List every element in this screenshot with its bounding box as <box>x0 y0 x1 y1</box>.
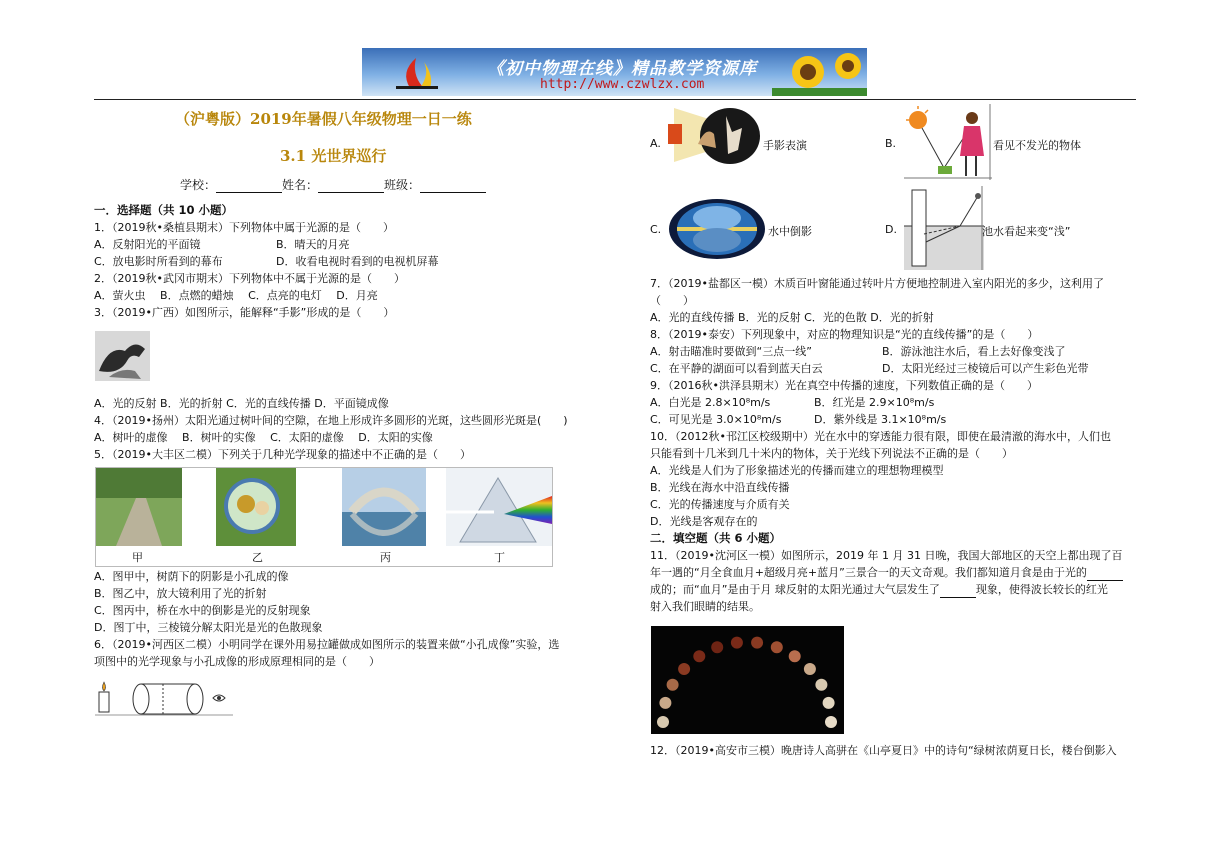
q2-stem: 2．（2019秋•武冈市期末）下列物体中不属于光源的是（ ） <box>94 272 405 285</box>
moon-phase <box>771 641 783 653</box>
name-label: 姓名： <box>282 178 319 192</box>
q10-option-d: D．光线是客观存在的 <box>650 515 758 528</box>
student-info-line <box>180 176 486 193</box>
q11-line3b: 现象，使得波长较长的红光 <box>975 583 1108 596</box>
q10-option-c: C．光的传播速度与介质有关 <box>650 498 790 511</box>
banner-title: 《初中物理在线》精品教学资源库 <box>487 59 757 79</box>
moon-phase <box>711 641 723 653</box>
q11-line3a: 成的；而“血月”是由于月 球反射的太阳光通过大气层发生了 <box>650 583 940 596</box>
right-column-bottom <box>650 742 1140 759</box>
q11-blank-2[interactable] <box>940 586 976 598</box>
q8-option-b: B．游泳池注水后，看上去好像变浅了 <box>882 345 1066 358</box>
moon-phase <box>659 697 671 709</box>
moon-phase <box>751 637 763 649</box>
q11-blank-1[interactable] <box>1087 569 1123 581</box>
q3-options: A．光的反射 B．光的折射 C．光的直线传播 D．平面镜成像 <box>94 397 389 410</box>
q6-option-c-letter: C. <box>650 223 662 236</box>
q7-options: A．光的直线传播 B．光的反射 C．光的色散 D．光的折射 <box>650 311 934 324</box>
q6-stem-line2: 项图中的光学现象与小孔成像的形成原理相同的是（ ） <box>94 655 380 668</box>
q8-option-c: C．在平静的湖面可以看到蓝天白云 <box>650 362 823 375</box>
q12-line1: 12．（2019•高安市三模）晚唐诗人高骈在《山亭夏日》中的诗句“绿树浓荫夏日长，楼台倒影入 <box>650 744 1117 757</box>
q6-option-a-text: 手影表演 <box>763 139 807 152</box>
header-rule <box>94 99 1136 100</box>
q5-label-bing: 丙 <box>380 551 391 564</box>
class-label: 班级： <box>384 178 421 192</box>
q8-option-a: A．射击瞄准时要做到“三点一线” <box>650 345 812 358</box>
q8-option-d: D．太阳光经过三棱镜后可以产生彩色光带 <box>882 362 1089 375</box>
q6-option-c-text: 水中倒影 <box>768 225 812 238</box>
q1-option-a: A．反射阳光的平面镜 <box>94 238 201 251</box>
right-column <box>650 275 1140 615</box>
q7-stem-line1: 7．（2019•盐都区一模）木质百叶窗能通过转叶片方便地控制进入室内阳光的多少，这利用了 <box>650 277 1104 290</box>
moon-phase <box>823 697 835 709</box>
pool-shallow-image <box>904 186 984 270</box>
left-column <box>94 202 614 321</box>
moon-phase <box>657 716 669 728</box>
page-subtitle: 3.1 光世界巡行 <box>280 147 387 165</box>
section1-heading: 一．选择题（共 10 小题） <box>94 203 234 217</box>
moon-phase <box>731 637 743 649</box>
q9-option-b: B．红光是 2.9×10⁸m/s <box>814 396 935 409</box>
q4-stem: 4．（2019•扬州）太阳光通过树叶间的空隙，在地上形成许多圆形的光斑，这些圆形光斑是( ) <box>94 414 568 427</box>
q10-stem-line2: 只能看到十几米到几十米内的物体，关于光线下列说法不正确的是（ ） <box>650 447 1013 460</box>
left-column-3 <box>94 568 614 670</box>
logo-icon <box>390 52 445 92</box>
q9-stem: 9．（2016秋•洪泽县期末）光在真空中传播的速度，下列数值正确的是（ ） <box>650 379 1038 392</box>
q1-option-b: B．晴天的月亮 <box>276 238 350 251</box>
q9-option-d: D．紫外线是 3.1×10⁸m/s <box>814 413 947 426</box>
moon-phase <box>693 650 705 662</box>
q5-label-ding: 丁 <box>494 551 505 564</box>
q5-option-d: D．图丁中，三棱镜分解太阳光是光的色散现象 <box>94 621 323 634</box>
q9-option-a: A．白光是 2.8×10⁸m/s <box>650 396 771 409</box>
page-title: （沪粤版）2019年暑假八年级物理一日一练 <box>175 110 472 128</box>
q10-option-b: B．光线在海水中沿直线传播 <box>650 481 790 494</box>
left-column-2 <box>94 395 614 463</box>
q7-stem-line2: （ ） <box>650 294 694 307</box>
q5-option-b: B．图乙中，放大镜利用了光的折射 <box>94 587 267 600</box>
section2-heading: 二．填空题（共 6 小题） <box>650 531 782 545</box>
name-blank[interactable] <box>318 180 384 193</box>
q10-option-a: A．光线是人们为了形象描述光的传播而建立的理想物理模型 <box>650 464 944 477</box>
q6-option-b-text: 看见不发光的物体 <box>993 139 1081 152</box>
lunar-eclipse-image <box>651 626 844 734</box>
q2-options: A．萤火虫 B．点燃的蜡烛 C．点亮的电灯 D．月亮 <box>94 289 378 302</box>
q1-option-c: C．放电影时所看到的幕布 <box>94 255 223 268</box>
hand-shadow-play-image <box>668 104 760 166</box>
moon-phase <box>815 679 827 691</box>
see-object-image <box>904 104 992 180</box>
school-label: 学校： <box>180 178 217 192</box>
q1-option-d: D．收看电视时看到的电视机屏幕 <box>276 255 439 268</box>
moon-phase <box>825 716 837 728</box>
q6-option-d-text: 池水看起来变“浅” <box>982 225 1071 238</box>
q3-stem: 3．（2019•广西）如图所示，能解释“手影”形成的是（ ） <box>94 306 395 319</box>
q11-line2: 年一遇的“月全食血月+超级月亮+蓝月”三景合一的天文奇观。我们都知道月食是由于光的 <box>650 566 1087 579</box>
q5-label-jia: 甲 <box>132 551 143 564</box>
moon-phase <box>667 679 679 691</box>
q6-stem-line1: 6．（2019•河西区二模）小明同学在课外用易拉罐做成如图所示的装置来做“小孔成像”实验，选 <box>94 638 560 651</box>
q11-line1: 11．（2019•沈河区一模）如图所示，2019 年 1 月 31 日晚，我国大部地区的天空上都出现了百 <box>650 549 1123 562</box>
q8-stem: 8．（2019•泰安）下列现象中，对应的物理知识是“光的直线传播”的是（ ） <box>650 328 1039 341</box>
school-blank[interactable] <box>216 180 282 193</box>
q5-option-a: A．图甲中，树荫下的阴影是小孔成的像 <box>94 570 289 583</box>
q5-option-c: C．图丙中，桥在水中的倒影是光的反射现象 <box>94 604 311 617</box>
q6-option-b-letter: B. <box>885 137 897 150</box>
q1-stem: 1．（2019秋•桑植县期末）下列物体中属于光源的是（ ） <box>94 221 394 234</box>
q4-options: A．树叶的虚像 B．树叶的实像 C．太阳的虚像 D．太阳的实像 <box>94 431 433 444</box>
q6-option-d-letter: D. <box>885 223 897 236</box>
q11-line4: 射入我们眼睛的结果。 <box>650 600 760 613</box>
q5-figure <box>95 467 553 567</box>
moon-phase <box>789 650 801 662</box>
class-blank[interactable] <box>420 180 486 193</box>
q6-option-a-letter: A. <box>650 137 661 150</box>
q10-stem-line1: 10．（2012秋•邗江区校级期中）光在水中的穿透能力很有限，即使在最清澈的海水中，人们也 <box>650 430 1111 443</box>
banner-url[interactable]: http://www.czwlzx.com <box>540 77 705 92</box>
sunflower-icon <box>772 50 867 96</box>
water-reflection-image <box>668 198 766 260</box>
moon-phase <box>678 663 690 675</box>
pinhole-camera-figure <box>95 678 233 716</box>
q5-label-yi: 乙 <box>252 551 263 564</box>
hand-shadow-image <box>95 331 150 381</box>
moon-phase <box>804 663 816 675</box>
q5-stem: 5．（2019•大丰区二模）下列关于几种光学现象的描述中不正确的是（ ） <box>94 448 471 461</box>
header-banner <box>362 48 867 96</box>
q9-option-c: C．可见光是 3.0×10⁸m/s <box>650 413 782 426</box>
